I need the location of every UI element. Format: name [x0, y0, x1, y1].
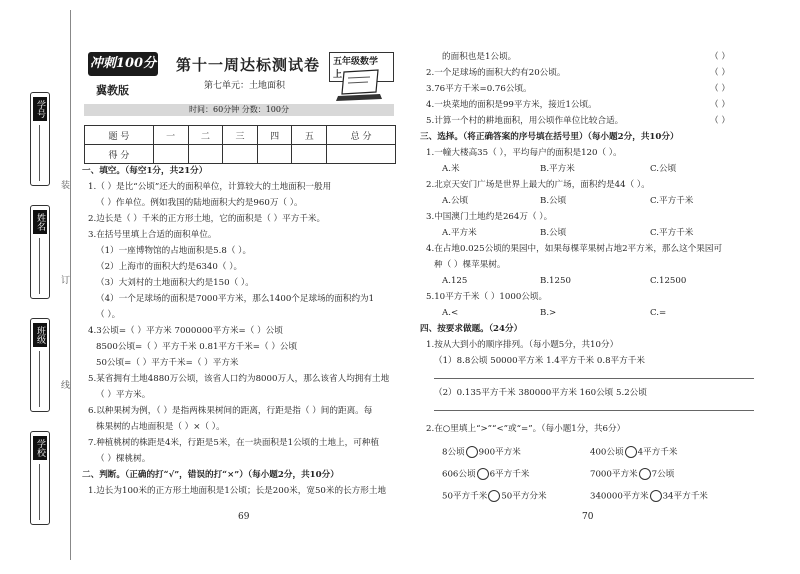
- question-text: （1）8.8公顷 50000平方米 1.4平方千米 0.8平方千米: [434, 356, 645, 366]
- compare-item: 340000平方米 34平方千米: [590, 491, 708, 502]
- compare-circle[interactable]: [650, 490, 662, 502]
- table-cell: 四: [257, 126, 292, 145]
- question-text: 1.边长为100米的正方形土地面积是1公顷；长是200米，宽50米的长方形土地: [88, 486, 387, 496]
- question-text: 3.在括号里填上合适的面积单位。: [88, 230, 217, 240]
- question-text: （1）一座博物馆的占地面积是5.8（ ）。: [96, 246, 252, 256]
- option[interactable]: A.米: [442, 164, 460, 174]
- compare-item: 606公顷 6平方千米: [442, 469, 530, 480]
- question-text: 3.76平方千米=0.76公顷。: [426, 84, 532, 94]
- question-text: 5.10平方千米（ ）1000公顷。: [426, 292, 548, 302]
- score-input[interactable]: [292, 145, 327, 164]
- section-choice-title: 三、选择。（将正确答案的序号填在括号里）（每小题2分，共10分）: [420, 132, 679, 142]
- question-text: 4.一块菜地的面积是99平方米，接近1公顷。: [426, 100, 597, 110]
- section-fill-title: 一、填空。（每空1分，共21分）: [82, 166, 208, 176]
- option[interactable]: C.平方千米: [650, 228, 694, 238]
- question-text: 1.（ ）是比“公顷”还大的面积单位，计算较大的土地面积一般用: [88, 182, 332, 192]
- binding-sidebar: [0, 0, 72, 574]
- question-text: 6.以种果树为例，（ ）是指两株果树间的距离，行距是指（ ）间的距离。每: [88, 406, 373, 416]
- right-page: [420, 0, 765, 574]
- option[interactable]: B.公顷: [540, 228, 567, 238]
- option[interactable]: C.=: [650, 308, 667, 318]
- compare-circle[interactable]: [639, 468, 651, 480]
- option[interactable]: B.>: [540, 308, 557, 318]
- question-text: （ ）作单位。例如我国的陆地面积大约是960万（ ）。: [96, 198, 303, 208]
- option[interactable]: A.平方米: [442, 228, 477, 238]
- question-text: （3）大刘村的土地面积大约是150（ ）。: [96, 278, 254, 288]
- table-cell: 题 号: [85, 126, 154, 145]
- student-id-label: 学号: [33, 97, 47, 121]
- option[interactable]: B.平方米: [540, 164, 575, 174]
- class-box[interactable]: [30, 318, 50, 412]
- option[interactable]: C.公顷: [650, 164, 677, 174]
- score-input[interactable]: [153, 145, 188, 164]
- time-score-bar: 时间：60分钟 分数：100分: [84, 104, 394, 116]
- answer-line[interactable]: [434, 410, 754, 411]
- class-label: 班级: [33, 323, 47, 347]
- question-text: （ ）平方米。: [96, 390, 151, 400]
- compare-circle[interactable]: [625, 446, 637, 458]
- question-text: 2.在○里填上“>”“<”或“=”。（每小题1分，共6分）: [426, 424, 626, 434]
- question-text: 1.按从大到小的顺序排列。（每小题5分，共10分）: [426, 340, 619, 350]
- brand-logo: 冲刺100分: [88, 52, 158, 76]
- table-row: [85, 126, 396, 145]
- binding-mark: 订: [59, 275, 69, 284]
- option[interactable]: A.<: [442, 308, 459, 318]
- question-text: 4.在占地0.025公顷的果园中，如果每棵苹果树占地2平方米，那么这个果园可: [426, 244, 723, 254]
- option[interactable]: B.1250: [540, 276, 571, 286]
- question-text: 1.一幢大楼高35（ ），平均每户的面积是120（ ）。: [426, 148, 622, 158]
- score-input[interactable]: [327, 145, 396, 164]
- question-text: 8500公顷=（ ）平方千米 0.81平方千米=（ ）公顷: [96, 342, 298, 352]
- compare-item: 8公顷 900平方米: [442, 447, 521, 458]
- table-cell: 总 分: [327, 126, 396, 145]
- binding-mark: 线: [59, 380, 69, 389]
- table-cell: 二: [188, 126, 223, 145]
- question-text: 3.中国澳门土地约是264万（ ）。: [426, 212, 553, 222]
- question-text: （ ）。: [96, 310, 121, 320]
- question-text: （2）上海市的面积大约是6340（ ）。: [96, 262, 243, 272]
- page-number: 69: [238, 512, 250, 522]
- school-box[interactable]: [30, 431, 50, 525]
- option[interactable]: B.公顷: [540, 196, 567, 206]
- table-cell: 三: [223, 126, 258, 145]
- score-input[interactable]: [223, 145, 258, 164]
- edition-label: 冀教版: [96, 84, 129, 97]
- option[interactable]: C.平方千米: [650, 196, 694, 206]
- compare-item: 400公顷 4平方千米: [590, 447, 678, 458]
- table-cell: 五: [292, 126, 327, 145]
- answer-paren[interactable]: （ ）: [710, 52, 730, 62]
- question-text: 的面积也是1公顷。: [442, 52, 517, 62]
- section-judge-title: 二、判断。（正确的打“√”，错误的打“×”）（每小题2分，共10分）: [82, 470, 339, 480]
- score-input[interactable]: [188, 145, 223, 164]
- compare-item: 50平方千米 50平方分米: [442, 491, 547, 502]
- score-table: [84, 125, 396, 164]
- name-label: 姓名: [33, 210, 47, 234]
- compare-circle[interactable]: [477, 468, 489, 480]
- compare-circle[interactable]: [466, 446, 478, 458]
- question-text: 2.北京天安门广场是世界上最大的广场，面积约是44（ ）。: [426, 180, 650, 190]
- question-text: 5.某省拥有土地4880万公顷，该省人口约为8000万人，那么该省人均拥有土地: [88, 374, 390, 384]
- answer-paren[interactable]: （ ）: [710, 84, 730, 94]
- question-text: 4.3公顷=（ ）平方米 7000000平方米=（ ）公顷: [88, 326, 283, 336]
- question-text: 2.边长是（ ）千米的正方形土地，它的面积是（ ）平方千米。: [88, 214, 326, 224]
- header-banner: [84, 48, 394, 111]
- question-text: 株果树的占地面积是（ ）×（ ）。: [96, 422, 225, 432]
- compare-circle[interactable]: [488, 490, 500, 502]
- section-problems-title: 四、按要求做题。（24分）: [420, 324, 523, 334]
- question-text: （2）0.135平方千米 380000平方米 160公顷 5.2公顷: [434, 388, 647, 398]
- question-text: 50公顷=（ ）平方千米=（ ）平方米: [96, 358, 239, 368]
- answer-paren[interactable]: （ ）: [710, 68, 730, 78]
- question-text: 种（ ）棵苹果树。: [434, 260, 506, 270]
- laptop-icon: [334, 68, 384, 102]
- score-input[interactable]: [257, 145, 292, 164]
- page-number: 70: [582, 512, 594, 522]
- student-id-box[interactable]: [30, 92, 50, 186]
- question-text: 5.计算一个村的耕地面积，用公顷作单位比较合适。: [426, 116, 624, 126]
- grade-badge: 五年级数学 上: [329, 52, 394, 82]
- cut-line: [70, 10, 71, 560]
- table-cell: 得 分: [85, 145, 154, 164]
- binding-mark: 装: [59, 180, 69, 189]
- option[interactable]: C.12500: [650, 276, 687, 286]
- question-text: （ ）棵桃树。: [96, 454, 151, 464]
- school-label: 学校: [33, 436, 47, 460]
- name-box[interactable]: [30, 205, 50, 299]
- left-page: [82, 0, 400, 574]
- option[interactable]: A.公顷: [442, 196, 469, 206]
- page-title: 第十一周达标测试卷: [176, 56, 321, 74]
- answer-paren[interactable]: （ ）: [710, 100, 730, 110]
- question-text: 7.种植桃树的株距是4米，行距是5米，在一块面积是1公顷的土地上，可种植: [88, 438, 380, 448]
- option[interactable]: A.125: [442, 276, 468, 286]
- table-row: [85, 145, 396, 164]
- question-text: （4）一个足球场的面积是7000平方米，那么1400个足球场的面积约为1: [96, 294, 375, 304]
- table-cell: 一: [153, 126, 188, 145]
- compare-item: 7000平方米 7公顷: [590, 469, 675, 480]
- answer-line[interactable]: [434, 378, 754, 379]
- unit-label: 第七单元：土地面积: [204, 81, 286, 91]
- question-text: 2.一个足球场的面积大约有20公顷。: [426, 68, 566, 78]
- answer-paren[interactable]: （ ）: [710, 116, 730, 126]
